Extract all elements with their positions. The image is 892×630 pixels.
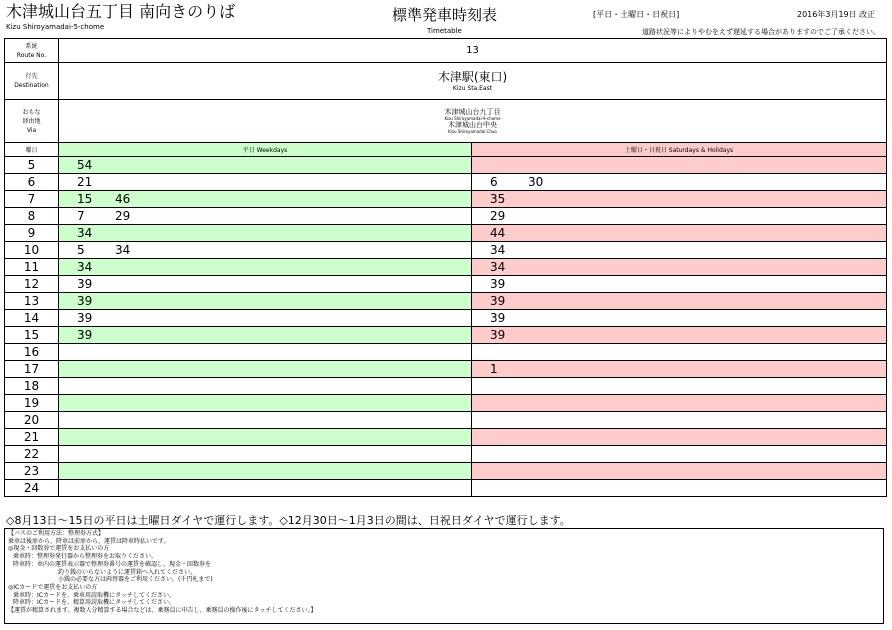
table-row	[5, 174, 887, 191]
stop-name-en: Kizu Shiroyamadai-5-chome	[6, 23, 105, 31]
departure-minute: 44	[490, 226, 506, 240]
weekday-minutes-cell	[59, 480, 472, 497]
table-row	[5, 208, 887, 225]
table-row	[5, 242, 887, 259]
instruction-line: 釣り銭のいらないように運賃箱へ入れてください。	[58, 568, 197, 576]
departure-minute: 7	[77, 209, 85, 223]
holiday-minutes-cell	[472, 463, 887, 480]
weekday-minutes-cell	[59, 174, 472, 191]
table-row	[5, 480, 887, 497]
weekday-minutes-cell	[59, 361, 472, 378]
holiday-minutes-cell	[472, 225, 887, 242]
holiday-minutes-cell	[472, 327, 887, 344]
hour-cell: 12	[5, 276, 59, 293]
via-row	[5, 100, 887, 143]
hour-cell: 23	[5, 463, 59, 480]
hour-cell: 24	[5, 480, 59, 497]
weekday-minutes-cell	[59, 208, 472, 225]
weekday-column-header: 平日 Weekdays	[59, 143, 472, 157]
instruction-line: 乗車は後扉から、降車は前扉から、運賃は降車時払いです。	[8, 537, 170, 545]
holiday-minutes-cell	[472, 276, 887, 293]
departure-minute: 39	[490, 311, 506, 325]
holiday-minutes-cell	[472, 208, 887, 225]
destination-row	[5, 63, 887, 100]
hour-cell: 8	[5, 208, 59, 225]
destination-value: 木津駅(東口) Kizu Sta.East	[59, 63, 887, 100]
destination-label: 行先 Destination	[5, 63, 59, 100]
hour-cell: 21	[5, 429, 59, 446]
departure-minute: 6	[490, 175, 498, 189]
table-row	[5, 344, 887, 361]
holiday-minutes-cell	[472, 361, 887, 378]
via-label: おもな 経由地 Via	[5, 100, 59, 143]
hour-cell: 9	[5, 225, 59, 242]
departure-minute: 35	[490, 192, 506, 206]
via-stop: 木津城山台九丁目	[444, 108, 501, 116]
weekday-minutes-cell	[59, 191, 472, 208]
instruction-line: 【運賃が精算されます。複数人分精算する場合などは、乗務員に申告し、乗務員の操作後にタッチしてください。】	[8, 607, 317, 615]
holiday-minutes-cell	[472, 293, 887, 310]
hour-cell: 13	[5, 293, 59, 310]
weekday-minutes-cell	[59, 463, 472, 480]
hour-cell: 17	[5, 361, 59, 378]
via-stop-en: Kizu Shiroyamadai Chuo	[448, 129, 497, 134]
hour-cell: 20	[5, 412, 59, 429]
hour-cell: 6	[5, 174, 59, 191]
departure-minute: 39	[77, 277, 93, 291]
holiday-minutes-cell	[472, 310, 887, 327]
instruction-line: 降車時：車内の運賃表示器で整理券番号の運賃を確認し、現金・回数券を	[13, 560, 212, 568]
table-row	[5, 225, 887, 242]
hour-column-header: 曜日	[5, 143, 59, 157]
departure-minute: 1	[490, 362, 498, 376]
via-stops	[59, 100, 887, 143]
departure-minute: 30	[528, 175, 544, 189]
table-row	[5, 310, 887, 327]
weekday-minutes-cell	[59, 310, 472, 327]
departure-minute: 29	[115, 209, 131, 223]
departure-minute: 15	[77, 192, 93, 206]
weekday-minutes-cell	[59, 429, 472, 446]
holiday-minutes-cell	[472, 191, 887, 208]
departure-minute: 5	[77, 243, 85, 257]
hour-cell: 15	[5, 327, 59, 344]
table-row	[5, 378, 887, 395]
departure-minute: 34	[77, 260, 93, 274]
table-row	[5, 429, 887, 446]
hour-cell: 19	[5, 395, 59, 412]
hour-cell: 10	[5, 242, 59, 259]
departure-minute: 39	[77, 311, 93, 325]
hour-cell: 22	[5, 446, 59, 463]
holiday-minutes-cell	[472, 174, 887, 191]
weekday-minutes-cell	[59, 157, 472, 174]
holiday-minutes-cell	[472, 480, 887, 497]
table-row	[5, 361, 887, 378]
route-row	[5, 39, 887, 63]
hour-cell: 7	[5, 191, 59, 208]
holiday-minutes-cell	[472, 378, 887, 395]
column-header-row	[5, 143, 887, 157]
page-title: 標準発車時刻表	[392, 6, 498, 24]
table-row	[5, 157, 887, 174]
departure-minute: 34	[77, 226, 93, 240]
weekday-minutes-cell	[59, 293, 472, 310]
table-row	[5, 412, 887, 429]
holiday-minutes-cell	[472, 412, 887, 429]
via-stop: 木津城山台中央	[448, 121, 497, 129]
hour-cell: 16	[5, 344, 59, 361]
via-stop-en: Kizu Shiroyamadai-9-chome	[444, 116, 501, 121]
route-label: 系統 Route No.	[5, 39, 59, 63]
departure-minute: 39	[490, 328, 506, 342]
instruction-line: 小銭の必要な方は両替器をご利用ください。(千円札まで)	[58, 576, 213, 584]
timetable	[4, 38, 887, 497]
route-number: 13	[59, 39, 887, 63]
table-row	[5, 191, 887, 208]
weekday-minutes-cell	[59, 378, 472, 395]
delay-notice: 道路状況等によりやむをえず遅延する場合がありますのでご了承ください。	[642, 28, 880, 36]
instruction-line: ◎ICカードで運賃をお支払いの方	[8, 583, 98, 591]
table-row	[5, 463, 887, 480]
table-row	[5, 395, 887, 412]
departure-minute: 34	[115, 243, 131, 257]
departure-minute: 21	[77, 175, 93, 189]
hour-cell: 11	[5, 259, 59, 276]
revision-date: 2016年3月19日 改正	[797, 10, 876, 19]
holiday-minutes-cell	[472, 157, 887, 174]
page-title-en: Timetable	[427, 27, 462, 35]
weekday-minutes-cell	[59, 276, 472, 293]
table-row	[5, 293, 887, 310]
usage-instructions	[4, 528, 884, 624]
departure-minute: 54	[77, 158, 93, 172]
weekday-minutes-cell	[59, 259, 472, 276]
instruction-line: 降車時：ICカードを、精算用読取機にタッチしてください。	[13, 599, 175, 607]
holiday-minutes-cell	[472, 344, 887, 361]
departure-minute: 34	[490, 260, 506, 274]
hour-cell: 18	[5, 378, 59, 395]
holiday-minutes-cell	[472, 242, 887, 259]
holiday-minutes-cell	[472, 395, 887, 412]
holiday-column-header: 土曜日・日祝日 Saturdays & Holidays	[472, 143, 887, 157]
hour-cell: 14	[5, 310, 59, 327]
holiday-minutes-cell	[472, 259, 887, 276]
stop-name: 木津城山台五丁目 南向きのりば	[6, 2, 236, 21]
weekday-minutes-cell	[59, 327, 472, 344]
table-row	[5, 446, 887, 463]
departure-minute: 34	[490, 243, 506, 257]
weekday-minutes-cell	[59, 412, 472, 429]
departure-minute: 39	[77, 294, 93, 308]
weekday-minutes-cell	[59, 225, 472, 242]
calendar-note: ◇8月13日～15日の平日は土曜日ダイヤで運行します。◇12月30日～1月3日の間は、日祝日ダイヤで運行します。	[6, 514, 571, 527]
holiday-minutes-cell	[472, 446, 887, 463]
weekday-minutes-cell	[59, 446, 472, 463]
table-row	[5, 327, 887, 344]
departure-minute: 29	[490, 209, 506, 223]
departure-minute: 39	[490, 294, 506, 308]
table-row	[5, 259, 887, 276]
departure-minute: 39	[77, 328, 93, 342]
instruction-line: 乗車時：ICカードを、乗車用読取機にタッチしてください。	[13, 591, 175, 599]
weekday-minutes-cell	[59, 242, 472, 259]
holiday-minutes-cell	[472, 429, 887, 446]
departure-minute: 39	[490, 277, 506, 291]
weekday-minutes-cell	[59, 395, 472, 412]
instruction-line: 乗車時：整理券発行器から整理券をお取りください。	[13, 553, 158, 561]
departure-minute: 46	[115, 192, 131, 206]
table-row	[5, 276, 887, 293]
instruction-line: 【バスのご利用方法：整理券方式】	[8, 530, 105, 537]
instruction-line: ◎現金・回数券で運賃をお支払いの方	[8, 545, 110, 553]
hour-cell: 5	[5, 157, 59, 174]
weekday-minutes-cell	[59, 344, 472, 361]
day-types: [平日・土曜日・日祝日]	[593, 10, 680, 19]
